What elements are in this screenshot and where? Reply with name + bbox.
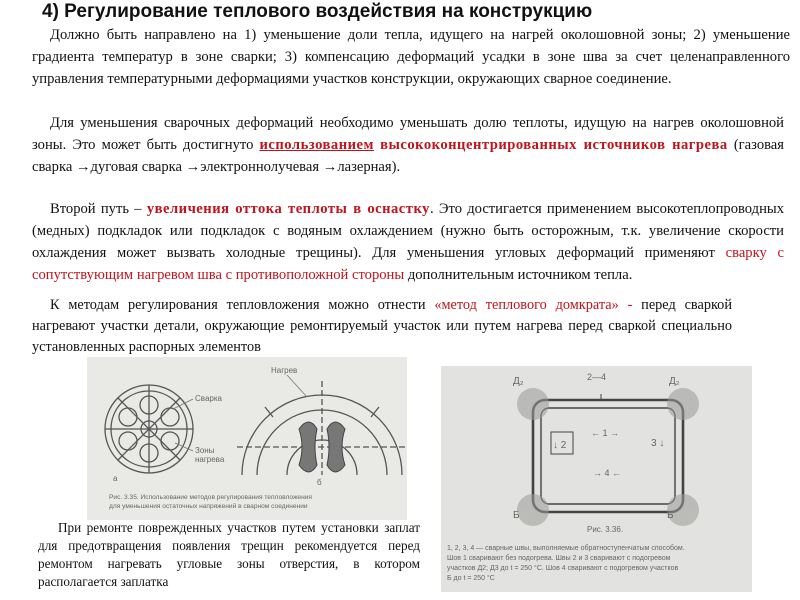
paragraph-concentrated-sources bbox=[32, 112, 784, 178]
p3-text-before: Второй путь – bbox=[50, 201, 147, 217]
paragraph-thermal-jack bbox=[32, 295, 732, 358]
fig1-caption-line1: Рис. 3.35. Использование методов регулирования тепловложения bbox=[109, 494, 312, 501]
patch-outline bbox=[533, 394, 683, 512]
patch-repair-caption bbox=[38, 519, 420, 591]
p2-text-after: (газовая сварка →дуговая сварка →электроннолучевая →лазерная). bbox=[32, 137, 785, 175]
fig1-label-nagrev: Нагрев bbox=[271, 366, 298, 375]
p4-text-after: перед сваркой нагревают участки детали, окружающие ремонтируемый участок или путем нагрева перед сваркой специально установленных распорных элементов bbox=[32, 297, 732, 355]
fig2-caption-title: Рис. 3.36. bbox=[587, 525, 624, 534]
fig2-label-d2-right: Д₂ bbox=[669, 376, 680, 387]
patch-repair-caption-text: При ремонте поврежденных участков путем установки заплат для предотвращения появления трещин рекомендуется перед ремонтом нагревать угловые зоны отверстия, в котором располагается заплатка bbox=[38, 520, 420, 589]
fig2-label-2-4: 2—4 bbox=[587, 372, 607, 382]
figure-heat-control-diagram bbox=[87, 357, 407, 520]
fig2-label-3: 3 ↓ bbox=[651, 438, 665, 449]
wheel-drawing bbox=[105, 385, 193, 473]
p4-text-before: К методам регулирования тепловложения можно отнести bbox=[50, 297, 435, 313]
figure-patch-welding-scheme bbox=[441, 366, 752, 592]
p4-highlight: «метод теплового домкрата» - bbox=[434, 297, 633, 313]
fig1-label-svarka: Сварка bbox=[195, 394, 222, 403]
p2-highlight-1: использованием bbox=[259, 137, 374, 153]
fig2-caption-line3: участков Д2; Д3 до t = 250 °С. Шов 4 сваривают с подогревом участков bbox=[447, 565, 679, 572]
slide-title: 4) Регулирование теплового воздействия на конструкцию bbox=[42, 1, 593, 22]
heated-zones-d2 bbox=[517, 388, 699, 526]
fig1-label-nagreva: нагрева bbox=[195, 455, 225, 464]
p3-highlight-2: сварку с сопутствующим нагревом шва с противоположной стороны bbox=[32, 245, 784, 283]
fig2-caption-line4: Б до t = 250 °С bbox=[447, 575, 495, 582]
fig2-label-b-right: Б bbox=[667, 510, 674, 521]
p2-highlight-2: высококонцентрированных источников нагрева bbox=[380, 137, 728, 153]
fig2-label-4: → 4 ← bbox=[593, 468, 622, 478]
fig1-caption-line2: для уменьшения остаточных напряжений в сварном соединении bbox=[109, 503, 308, 510]
fig1-label-b: б bbox=[317, 478, 322, 487]
fig2-label-b-left: Б bbox=[513, 510, 520, 521]
paragraph-heat-outflow bbox=[32, 198, 784, 286]
p3-text-after: дополнительным источником тепла. bbox=[404, 267, 633, 283]
figure-patch-welding-svg bbox=[441, 366, 752, 592]
p3-highlight: увеличения оттока теплоты в оснастку bbox=[146, 201, 430, 217]
figure-heat-control-svg bbox=[87, 357, 407, 520]
fig2-caption-line1: 1, 2, 3, 4 — сварные швы, выполняемые обратноступенчатым способом. bbox=[447, 545, 685, 552]
fig2-label-d2-left: Д₂ bbox=[513, 376, 524, 387]
p2-text-before: Для уменьшения сварочных деформаций необходимо уменьшать долю теплоты, идущую на нагрев околошовной зоны. Это может быть достигнуто bbox=[32, 115, 784, 153]
fig1-label-a: а bbox=[113, 474, 118, 483]
fig2-label-1: ← 1 → bbox=[591, 428, 620, 438]
p3-text-middle: . Это достигается применением высокотеплопроводных (медных) подкладок или подкладок с водяным охлаждением (нужно быть осторожным, т.к. увеличение скорости охлаждения может вызвать холодные трещины). Для уменьшения угловых деформаций применяют bbox=[32, 201, 785, 261]
arc-drawing bbox=[237, 381, 407, 475]
fig2-caption-line2: Шов 1 сваривают без подогрева. Швы 2 и 3 сваривают с подогревом bbox=[447, 555, 671, 562]
paragraph-purpose-text: Должно быть направлено на 1) уменьшение доли тепла, идущего на нагрей околошовной зоны; 2) уменьшение градиента температур в зоне сварки; 3) компенсацию деформаций усадки в зоне шва за счет целенаправленного управления температурными деформациями участков конструкции, окружающих сварное соединение. bbox=[32, 27, 790, 87]
paragraph-purpose bbox=[32, 24, 790, 90]
fig2-label-2: ↓ 2 bbox=[553, 440, 567, 451]
fig1-label-zony: Зоны bbox=[195, 446, 215, 455]
